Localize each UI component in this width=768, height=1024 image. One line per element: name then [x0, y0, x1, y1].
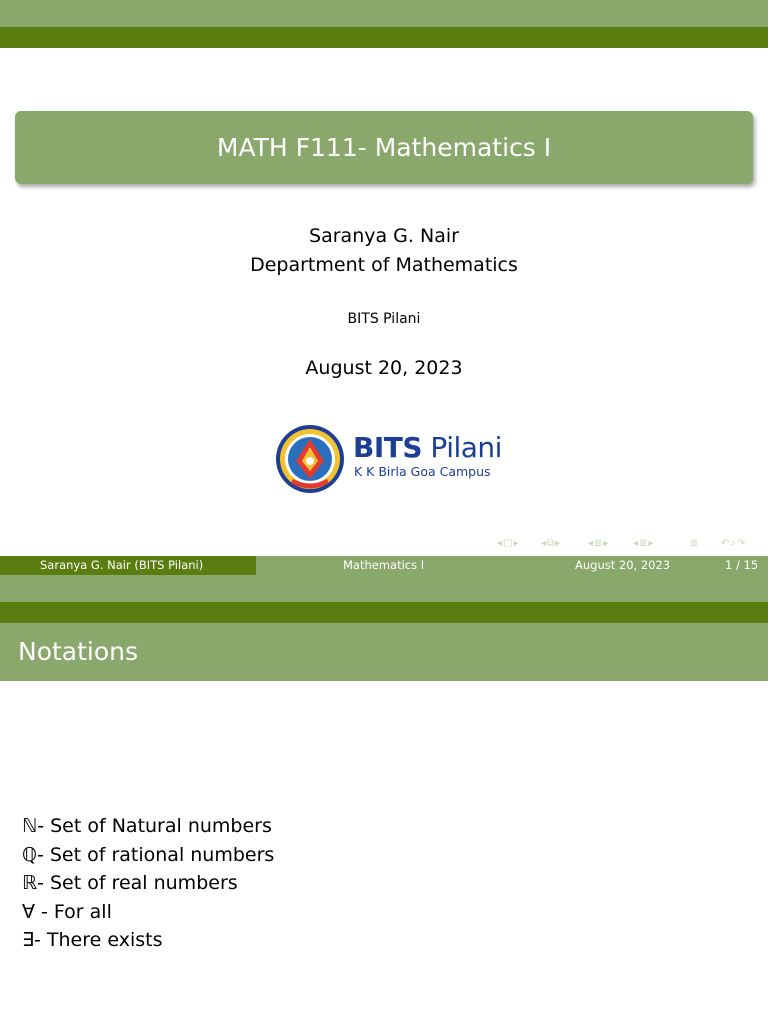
bits-seal-icon [274, 423, 346, 495]
nav-right-arrow-icon[interactable]: ▸ [513, 538, 519, 549]
header-bar-dark [0, 27, 768, 48]
bits-pilani-logo [274, 421, 502, 496]
nav-toc-icon[interactable]: ≣ [690, 538, 699, 549]
rational-numbers-symbol: ℚ [22, 843, 37, 866]
notation-list [22, 812, 274, 955]
notation-rational-numbers [22, 841, 274, 870]
real-numbers-symbol: ℝ [22, 872, 38, 894]
footer-page-number: 1 / 15 [725, 558, 759, 572]
nav-right-arrow-icon[interactable]: ▸ [648, 538, 654, 549]
nav-left-arrow-icon[interactable]: ◂ [588, 538, 594, 549]
slide-footer [0, 556, 768, 575]
notation-there-exists [22, 926, 274, 955]
notation-text: - Set of real numbers [37, 872, 238, 894]
nav-undo-icon[interactable]: ↶ [721, 538, 730, 549]
nav-right-arrow-icon[interactable]: ▸ [555, 538, 561, 549]
notation-text: - Set of Natural numbers [37, 815, 272, 837]
logo-name [353, 431, 502, 464]
footer-author: Saranya G. Nair (BITS Pilani) [40, 558, 204, 572]
nav-section-icon[interactable]: ≣ [639, 538, 648, 549]
nav-section-group-2[interactable] [633, 538, 654, 552]
nav-search-group[interactable] [721, 538, 746, 552]
title-box [15, 111, 753, 184]
logo-subtitle: K K Birla Goa Campus [354, 464, 491, 479]
slide-title: MATH F111- Mathematics I [216, 133, 552, 162]
nav-left-arrow-icon[interactable]: ◂ [541, 538, 547, 549]
for-all-symbol: ∀ [22, 900, 35, 923]
slide2-header-bar-dark [0, 602, 768, 623]
notation-text: - For all [35, 900, 112, 923]
nav-subsection-icon[interactable]: ⧉ [547, 538, 555, 549]
there-exists-symbol: ∃ [22, 929, 35, 951]
slide2-header-bar-light [0, 575, 768, 602]
nav-section-icon[interactable]: ≣ [594, 538, 603, 549]
notation-real-numbers [22, 869, 274, 898]
nav-left-arrow-icon[interactable]: ◂ [497, 538, 503, 549]
nav-section-group[interactable] [588, 538, 609, 552]
author-name: Saranya G. Nair [309, 225, 459, 247]
header-bar-light [0, 0, 768, 27]
notation-text: - Set of rational numbers [36, 843, 275, 866]
footer-right-block [512, 556, 768, 575]
footer-left-block [0, 556, 256, 575]
department: Department of Mathematics [250, 254, 518, 276]
notation-natural-numbers [22, 812, 274, 841]
presentation-date: August 20, 2023 [305, 357, 463, 379]
logo-name-light: Pilani [422, 431, 502, 464]
natural-numbers-symbol: ℕ [22, 815, 38, 837]
institute: BITS Pilani [347, 311, 421, 327]
nav-frame-group[interactable] [497, 538, 520, 552]
notation-text: - There exists [34, 929, 163, 951]
logo-name-bold: BITS [353, 431, 423, 464]
footer-title: Mathematics I [343, 558, 425, 572]
footer-date: August 20, 2023 [575, 558, 671, 572]
nav-left-arrow-icon[interactable]: ◂ [633, 538, 639, 549]
slide2-title: Notations [18, 637, 139, 666]
notation-for-all [22, 898, 274, 927]
nav-frame-icon[interactable]: □ [503, 538, 513, 549]
search-icon[interactable]: ⌕ [730, 538, 736, 549]
nav-redo-icon[interactable]: ↷ [737, 538, 746, 549]
nav-right-arrow-icon[interactable]: ▸ [603, 538, 609, 549]
nav-subsection-group[interactable] [541, 538, 561, 552]
footer-center-block [256, 556, 512, 575]
